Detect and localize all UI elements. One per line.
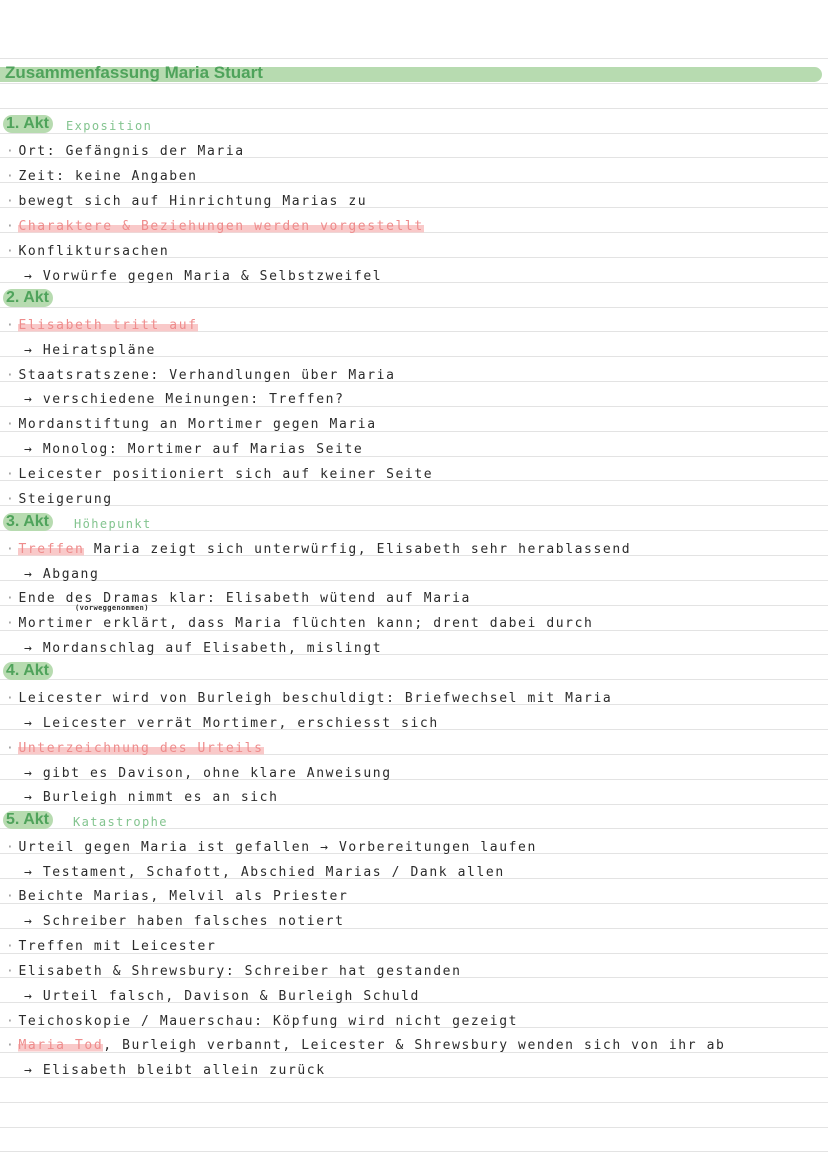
- line-text: Staatsratszene: Verhandlungen über Maria: [18, 368, 396, 383]
- highlighted-text: Charaktere & Beziehungen werden vorgestellt: [18, 219, 424, 234]
- bullet-dot: ·: [6, 591, 16, 606]
- note-line: [6, 939, 216, 954]
- line-text: → Burleigh nimmt es an sich: [24, 790, 279, 805]
- note-line: [6, 417, 377, 432]
- rule-line: [0, 1102, 828, 1103]
- bullet-dot: ·: [6, 219, 16, 234]
- rule-line: [0, 679, 828, 680]
- act-heading: 2. Akt: [3, 289, 53, 307]
- note-line: [6, 368, 396, 383]
- note-line: [24, 1063, 326, 1078]
- note-line: [24, 269, 382, 284]
- line-text: Treffen mit Leicester: [18, 939, 217, 954]
- act-heading: 4. Akt: [3, 662, 53, 680]
- highlighted-text: Treffen: [18, 542, 85, 557]
- line-text: Zeit: keine Angaben: [18, 169, 198, 184]
- note-line: [6, 741, 264, 756]
- note-line: [24, 865, 505, 880]
- act-subtitle: Höhepunkt: [74, 517, 152, 531]
- rule-line: [0, 83, 828, 84]
- act-heading: 1. Akt: [3, 115, 53, 133]
- note-line: [24, 641, 382, 656]
- line-text: Ort: Gefängnis der Maria: [18, 144, 245, 159]
- act-heading: 3. Akt: [3, 513, 53, 531]
- bullet-dot: ·: [6, 1014, 16, 1029]
- bullet-dot: ·: [6, 169, 16, 184]
- act-heading: 5. Akt: [3, 811, 53, 829]
- note-line: [6, 194, 367, 209]
- note-line: [6, 691, 612, 706]
- line-text-continued: Maria zeigt sich unterwürfig, Elisabeth sehr herablassend: [84, 542, 632, 557]
- note-line: [6, 542, 631, 557]
- line-text: Elisabeth & Shrewsbury: Schreiber hat gestanden: [18, 964, 462, 979]
- rule-line: [0, 1151, 828, 1152]
- note-line: [6, 840, 537, 855]
- highlighted-text: Unterzeichnung des Urteils: [18, 741, 264, 756]
- line-text: → gibt es Davison, ohne klare Anweisung: [24, 766, 392, 781]
- act-subtitle: Katastrophe: [73, 815, 168, 829]
- line-text: → Abgang: [24, 567, 100, 582]
- line-text: → Schreiber haben falsches notiert: [24, 914, 345, 929]
- bullet-dot: ·: [6, 889, 16, 904]
- bullet-dot: ·: [6, 1038, 16, 1053]
- note-line: [24, 790, 279, 805]
- note-line: [24, 766, 392, 781]
- bullet-dot: ·: [6, 691, 16, 706]
- line-text: Teichoskopie / Mauerschau: Köpfung wird nicht gezeigt: [18, 1014, 519, 1029]
- note-line: [6, 616, 593, 631]
- line-text: Mordanstiftung an Mortimer gegen Maria: [18, 417, 377, 432]
- note-line: [24, 914, 345, 929]
- note-line: [6, 467, 433, 482]
- highlighted-text: Elisabeth tritt auf: [18, 318, 198, 333]
- note-line: [6, 144, 245, 159]
- bullet-dot: ·: [6, 741, 16, 756]
- note-line: [24, 392, 345, 407]
- line-text: → Leicester verrät Mortimer, erschiesst sich: [24, 716, 439, 731]
- rule-line: [0, 133, 828, 134]
- note-line: [24, 989, 420, 1004]
- rule-line: [0, 108, 828, 109]
- bullet-dot: ·: [6, 318, 16, 333]
- bullet-dot: ·: [6, 542, 16, 557]
- line-text: Beichte Marias, Melvil als Priester: [18, 889, 349, 904]
- note-line: [6, 318, 198, 333]
- line-text: → Monolog: Mortimer auf Marias Seite: [24, 442, 364, 457]
- bullet-dot: ·: [6, 194, 16, 209]
- handwritten-note: (vorweggenommen): [75, 604, 149, 612]
- rule-line: [0, 1127, 828, 1128]
- bullet-dot: ·: [6, 368, 16, 383]
- note-line: [6, 964, 462, 979]
- note-line: [6, 889, 348, 904]
- line-text-continued: , Burleigh verbannt, Leicester & Shrewsbury wenden sich von ihr ab: [103, 1038, 726, 1053]
- line-text: Konfliktursachen: [18, 244, 170, 259]
- bullet-dot: ·: [6, 244, 16, 259]
- bullet-dot: ·: [6, 939, 16, 954]
- line-text: → Mordanschlag auf Elisabeth, mislingt: [24, 641, 383, 656]
- line-text: bewegt sich auf Hinrichtung Marias zu: [18, 194, 368, 209]
- note-line: [24, 567, 99, 582]
- line-text: → Heiratspläne: [24, 343, 156, 358]
- note-line: [24, 716, 439, 731]
- rule-line: [0, 505, 828, 506]
- note-line: [6, 244, 169, 259]
- note-line: [24, 343, 156, 358]
- act-subtitle: Exposition: [66, 119, 153, 133]
- bullet-dot: ·: [6, 467, 16, 482]
- note-line: [6, 169, 198, 184]
- note-line: [6, 492, 113, 507]
- rule-line: [0, 580, 828, 581]
- rule-line: [0, 307, 828, 308]
- note-line: [6, 219, 424, 234]
- bullet-dot: ·: [6, 417, 16, 432]
- highlighted-text: Maria Tod: [18, 1038, 104, 1053]
- note-line: [24, 442, 363, 457]
- line-text: → Vorwürfe gegen Maria & Selbstzweifel: [24, 269, 383, 284]
- note-line: [6, 1014, 518, 1029]
- bullet-dot: ·: [6, 144, 16, 159]
- bullet-dot: ·: [6, 616, 16, 631]
- line-text: → Testament, Schafott, Abschied Marias / Dank allen: [24, 865, 505, 880]
- line-text: Mortimer erklärt, dass Maria flüchten kann; drent dabei durch: [18, 616, 594, 631]
- rule-line: [0, 58, 828, 59]
- bullet-dot: ·: [6, 840, 16, 855]
- note-line: [6, 1038, 725, 1053]
- bullet-dot: ·: [6, 964, 16, 979]
- line-text: Leicester wird von Burleigh beschuldigt: Briefwechsel mit Maria: [18, 691, 613, 706]
- line-text: Urteil gegen Maria ist gefallen → Vorbereitungen laufen: [18, 840, 537, 855]
- line-text: → Urteil falsch, Davison & Burleigh Schuld: [24, 989, 420, 1004]
- bullet-dot: ·: [6, 492, 16, 507]
- page-title: Zusammenfassung Maria Stuart: [5, 63, 263, 82]
- line-text: Steigerung: [18, 492, 113, 507]
- line-text: Ende des Dramas klar: Elisabeth wütend auf Maria: [18, 591, 471, 606]
- line-text: → Elisabeth bleibt allein zurück: [24, 1063, 326, 1078]
- line-text: Leicester positioniert sich auf keiner Seite: [18, 467, 434, 482]
- line-text: → verschiedene Meinungen: Treffen?: [24, 392, 345, 407]
